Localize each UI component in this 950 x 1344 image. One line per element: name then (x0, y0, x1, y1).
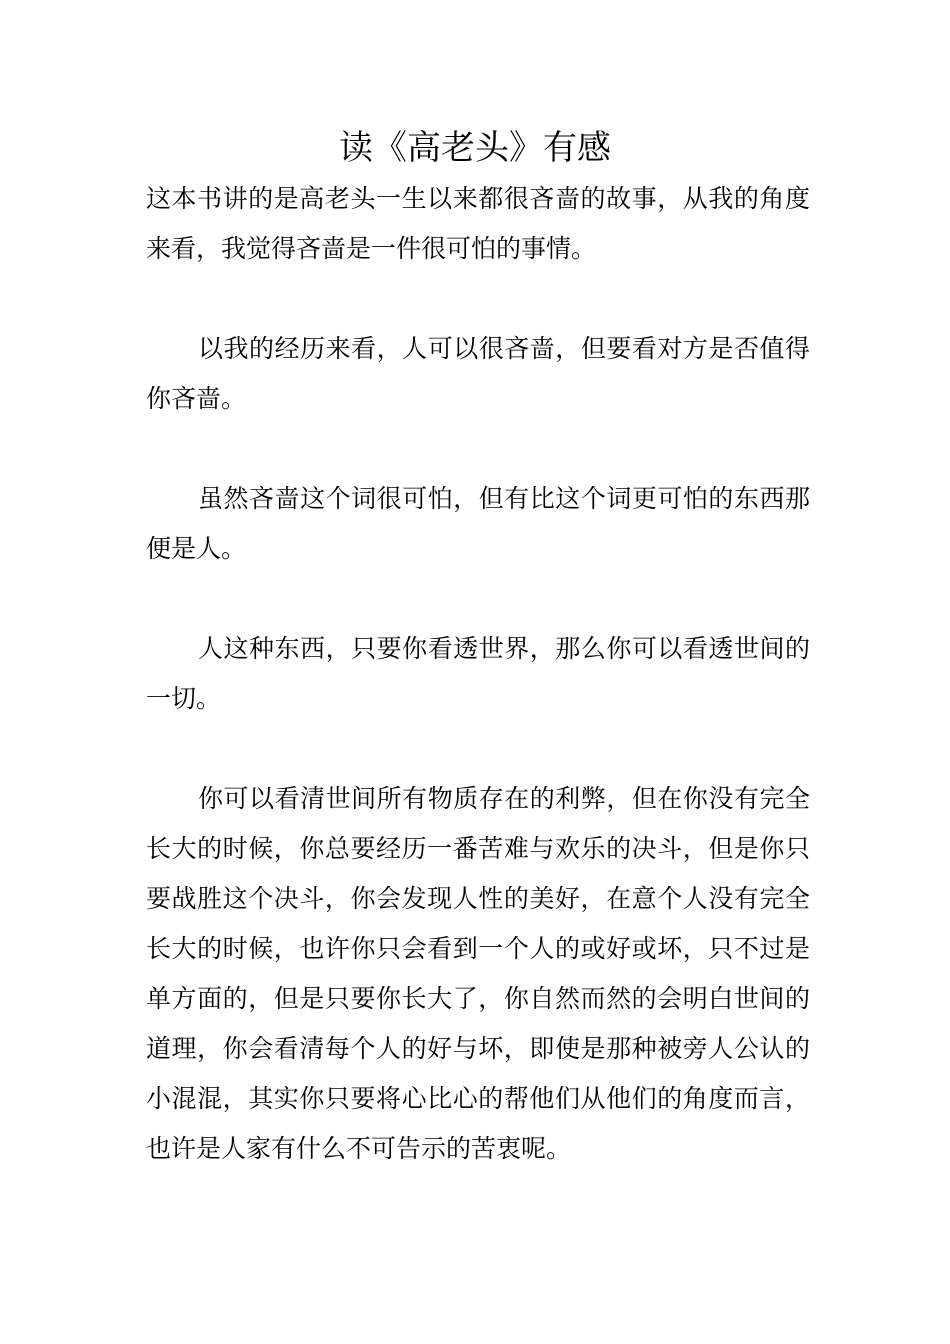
document-title: 读《高老头》有感 (339, 128, 611, 168)
paragraph-3: 虽然吝啬这个词很可怕，但有比这个词更可怕的东西那便是人。 (146, 484, 810, 563)
paragraph-2: 以我的经历来看，人可以很吝啬，但要看对方是否值得你吝啬。 (146, 334, 810, 413)
paragraph-4: 人这种东西，只要你看透世界，那么你可以看透世间的一切。 (146, 634, 810, 713)
document-body (146, 174, 810, 1174)
paragraph-5: 你可以看清世间所有物质存在的利弊，但在你没有完全长大的时候，你总要经历一番苦难与欢乐的决斗，但是你只要战胜这个决斗，你会发现人性的美好，在意个人没有完全长大的时候，也许你只会看到一个人的或好或坏，只不过是单方面的，但是只要你长大了，你自然而然的会明白世间的道理，你会看清每个人的好与坏，即使是那种被旁人公认的小混混，其实你只要将心比心的帮他们从他们的角度而言，也许是人家有什么不可告示的苦衷呢。 (146, 784, 810, 1163)
paragraph-1: 这本书讲的是高老头一生以来都很吝啬的故事，从我的角度来看，我觉得吝啬是一件很可怕的事情。 (146, 184, 810, 263)
